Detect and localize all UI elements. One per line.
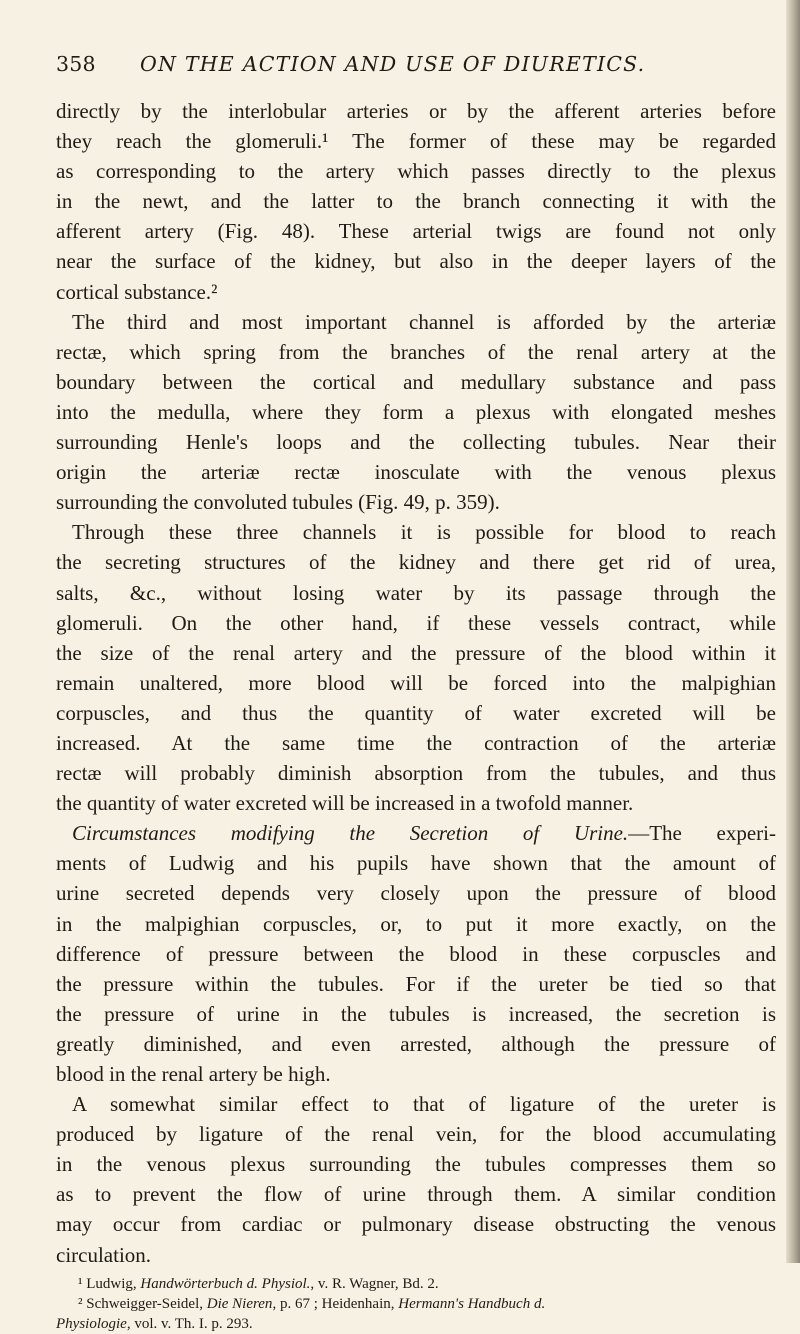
text-line: Through these three channels it is possible for blood to reach bbox=[72, 520, 776, 545]
footnote-mid: , p. 67 ; Heidenhain, bbox=[272, 1295, 395, 1312]
footnote-2 bbox=[56, 1294, 776, 1314]
text-line: blood in the renal artery be high. bbox=[56, 1062, 331, 1086]
text-line: origin the arteriæ rectæ inosculate with the venous plexus bbox=[56, 460, 776, 485]
text-line: they reach the glomeruli.¹ The former of these may be regarded bbox=[56, 129, 776, 154]
page-number: 358 bbox=[56, 52, 96, 76]
text-line: ments of Ludwig and his pupils have shown that the amount of bbox=[56, 851, 776, 876]
text-line: A somewhat similar effect to that of ligature of the ureter is bbox=[72, 1092, 776, 1117]
paragraph-2 bbox=[56, 307, 776, 518]
text-line: may occur from cardiac or pulmonary disease obstructing the venous bbox=[56, 1212, 776, 1237]
footnote-rest: , vol. v. Th. I. p. 293. bbox=[126, 1315, 253, 1332]
text-line: the quantity of water excreted will be increased in a twofold manner. bbox=[56, 791, 634, 816]
text-line: surrounding Henle's loops and the collecting tubules. Near their bbox=[56, 430, 776, 455]
text-line: cortical substance.² bbox=[56, 279, 218, 304]
text-line: the pressure of urine in the tubules is increased, the secretion is bbox=[56, 1001, 776, 1026]
paragraph-1 bbox=[56, 96, 776, 307]
text-line: produced by ligature of the renal vein, for the blood accumulating bbox=[56, 1122, 776, 1147]
text-line: directly by the interlobular arteries or by the afferent arteries before bbox=[56, 99, 776, 123]
paragraph-5 bbox=[56, 1089, 776, 1270]
text-line: urine secreted depends very closely upon the pressure of blood bbox=[56, 881, 776, 906]
footnote-author: Ludwig, bbox=[86, 1275, 137, 1292]
footnote-rest: , v. R. Wagner, Bd. 2. bbox=[310, 1275, 439, 1292]
text-line: surrounding the convoluted tubules (Fig. 49, p. 359). bbox=[56, 490, 500, 515]
footnote-title-3: Physiologie bbox=[56, 1315, 127, 1332]
footnote-title: Die Nieren bbox=[206, 1295, 273, 1312]
text-line: into the medulla, where they form a plexus with elongated meshes bbox=[56, 399, 776, 424]
text-line: the pressure within the tubules. For if the ureter be tied so that bbox=[56, 971, 776, 996]
text-line: near the surface of the kidney, but also in the deeper layers of the bbox=[56, 249, 776, 274]
text-line: corpuscles, and thus the quantity of water excreted will be bbox=[56, 700, 776, 725]
text-line: as corresponding to the artery which passes directly to the plexus bbox=[56, 159, 776, 184]
text-line: circulation. bbox=[56, 1242, 152, 1267]
section-heading: Circumstances modifying the Secretion of Urine. bbox=[72, 821, 629, 846]
paragraph-3 bbox=[56, 517, 776, 818]
footnote-marker: ¹ bbox=[78, 1275, 83, 1292]
text-line bbox=[56, 818, 776, 848]
paragraph-4 bbox=[56, 818, 776, 1089]
footnotes bbox=[56, 1274, 776, 1334]
text-line: the secreting structures of the kidney and there get rid of urea, bbox=[56, 550, 776, 575]
text-line: in the venous plexus surrounding the tubules compresses them so bbox=[56, 1152, 776, 1177]
page-edge-shadow bbox=[786, 0, 800, 1263]
text-line: remain unaltered, more blood will be forced into the malpighian bbox=[56, 670, 776, 695]
text-line: afferent artery (Fig. 48). These arterial twigs are found not only bbox=[56, 219, 776, 244]
footnote-2-continued bbox=[56, 1314, 776, 1334]
text-line: in the newt, and the latter to the branch connecting it with the bbox=[56, 189, 776, 214]
page-header bbox=[56, 52, 776, 96]
text-line: greatly diminished, and even arrested, although the pressure of bbox=[56, 1031, 776, 1056]
text-line: The third and most important channel is afforded by the arteriæ bbox=[72, 309, 776, 334]
text-line: boundary between the cortical and medullary substance and pass bbox=[56, 369, 776, 394]
text-line: increased. At the same time the contraction of the arteriæ bbox=[56, 730, 776, 755]
text-line: in the malpighian corpuscles, or, to put it more exactly, on the bbox=[56, 911, 776, 936]
heading-continuation: —The experi- bbox=[628, 821, 776, 846]
text-line: glomeruli. On the other hand, if these vessels contract, while bbox=[56, 610, 776, 635]
running-head: ON THE ACTION AND USE OF DIURETICS. bbox=[140, 52, 646, 76]
footnote-marker: ² bbox=[78, 1295, 83, 1312]
footnote-author: Schweigger-Seidel, bbox=[86, 1295, 203, 1312]
text-line: rectæ, which spring from the branches of the renal artery at the bbox=[56, 339, 776, 364]
text-line: difference of pressure between the blood in these corpuscles and bbox=[56, 941, 776, 966]
text-line: salts, &c., without losing water by its passage through the bbox=[56, 580, 776, 605]
text-line: rectæ will probably diminish absorption from the tubules, and thus bbox=[56, 761, 776, 786]
footnote-title: Handwörterbuch d. Physiol. bbox=[140, 1275, 311, 1292]
footnote-1 bbox=[56, 1274, 776, 1294]
book-page bbox=[56, 52, 776, 1334]
text-line: as to prevent the flow of urine through them. A similar condition bbox=[56, 1182, 776, 1207]
footnote-title-2: Hermann's Handbuch d. bbox=[398, 1295, 546, 1312]
text-line: the size of the renal artery and the pressure of the blood within it bbox=[56, 640, 776, 665]
